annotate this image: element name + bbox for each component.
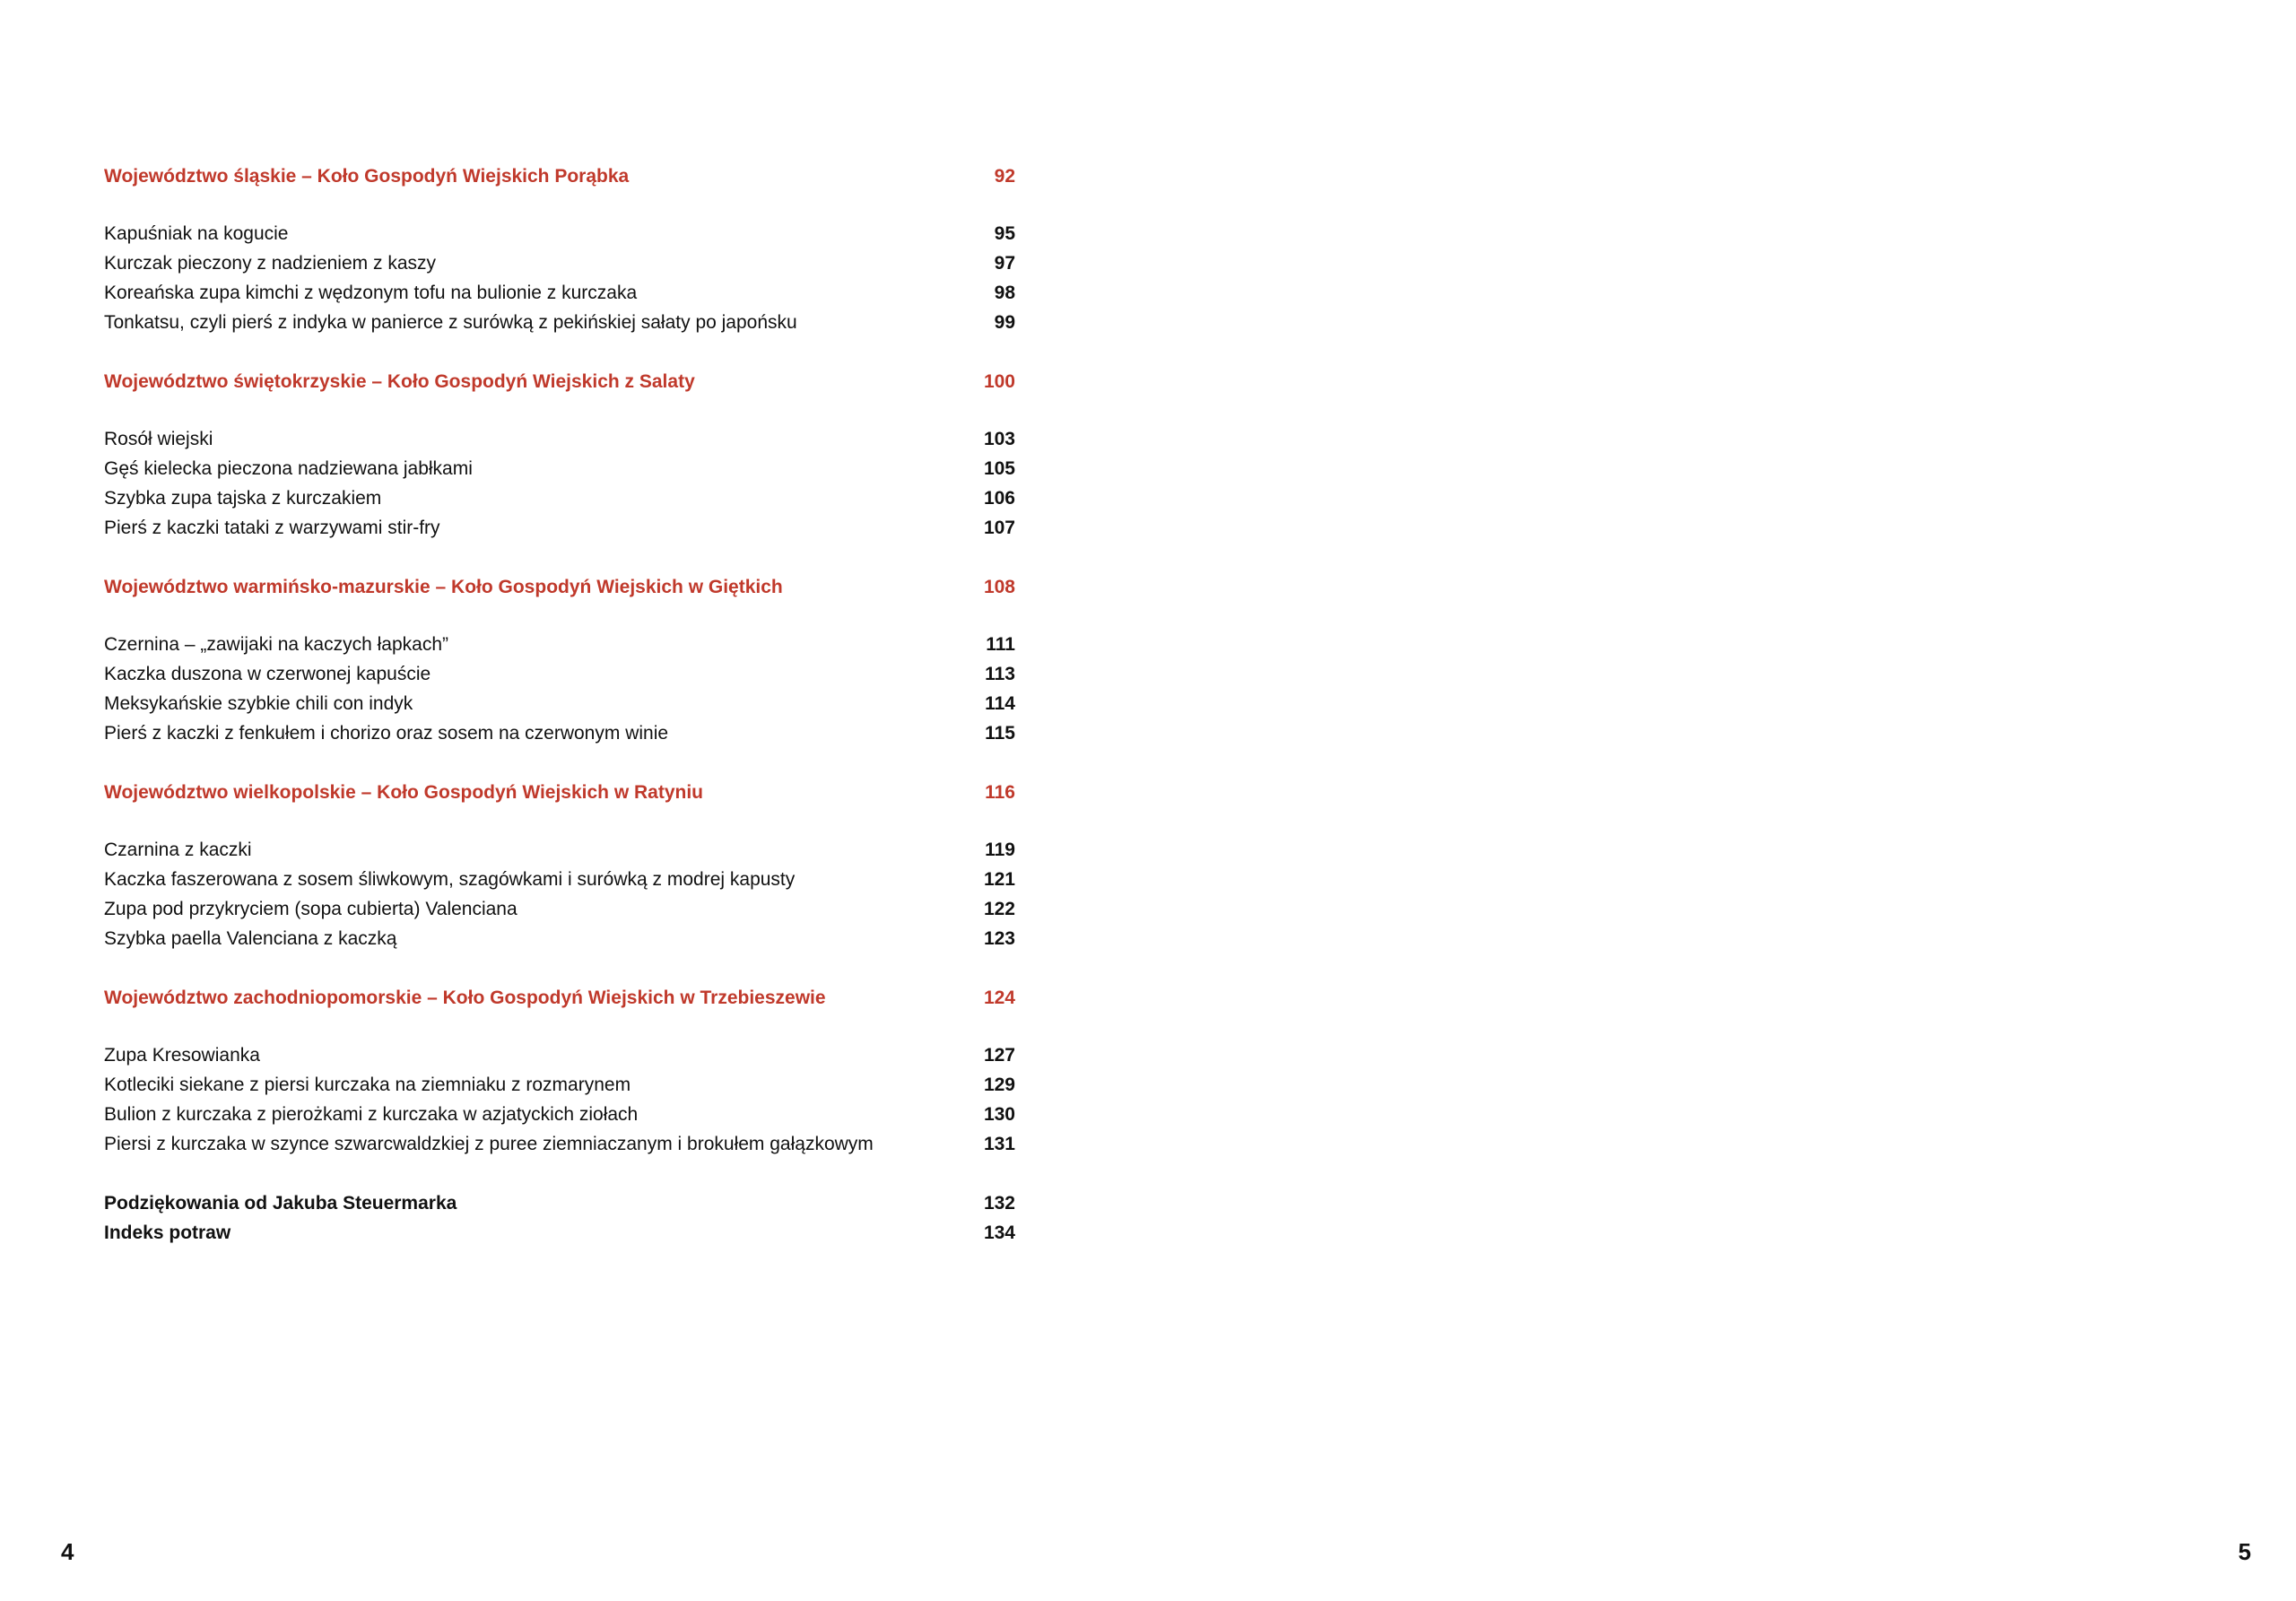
toc-entry-page: 131 [983, 1134, 1015, 1154]
toc-closing-entry[interactable] [104, 1188, 1015, 1218]
toc-entry[interactable] [104, 1100, 1015, 1129]
toc-entry-page: 113 [985, 664, 1015, 684]
toc-closing-title: Indeks potraw [104, 1223, 231, 1243]
toc-entry-title: Koreańska zupa kimchi z wędzonym tofu na bulionie z kurczaka [104, 283, 638, 303]
toc-entry-page: 122 [983, 899, 1015, 919]
toc-heading-title: Województwo świętokrzyskie – Koło Gospodyń Wiejskich z Salaty [104, 371, 695, 392]
toc-entry-page: 106 [983, 488, 1015, 509]
toc-entry[interactable] [104, 865, 1015, 894]
toc-entry-title: Zupa pod przykryciem (sopa cubierta) Valenciana [104, 899, 517, 919]
toc-entry-page: 115 [985, 723, 1015, 744]
toc-entry-title: Zupa Kresowianka [104, 1045, 260, 1066]
toc-entry[interactable] [104, 835, 1015, 865]
page-number-right: 5 [2238, 1538, 2251, 1565]
toc-entry-page: 99 [994, 312, 1015, 333]
toc-entry-page: 114 [985, 693, 1015, 714]
toc-heading-title: Województwo śląskie – Koło Gospodyń Wiejskich Porąbka [104, 166, 630, 187]
toc-entry-page: 97 [994, 253, 1015, 274]
toc-entry-page: 119 [985, 840, 1015, 860]
toc-entry-page: 105 [983, 458, 1015, 479]
page-number-left: 4 [61, 1538, 74, 1565]
toc-entry-page: 103 [983, 429, 1015, 449]
toc-entry[interactable] [104, 308, 1015, 337]
toc-entry-title: Kaczka duszona w czerwonej kapuście [104, 664, 431, 684]
toc-entry[interactable] [104, 1040, 1015, 1070]
toc-entry-page: 130 [983, 1104, 1015, 1125]
toc-heading-page: 100 [983, 371, 1015, 392]
toc-entry-title: Czarnina z kaczki [104, 840, 252, 860]
toc-heading-page: 92 [994, 166, 1015, 187]
toc-entry-title: Czernina – „zawijaki na kaczych łapkach” [104, 634, 448, 655]
toc-entry[interactable] [104, 248, 1015, 278]
toc-entry-title: Kotleciki siekane z piersi kurczaka na ziemniaku z rozmarynem [104, 1075, 631, 1095]
toc-closing-entry[interactable] [104, 1218, 1015, 1248]
toc-entry[interactable] [104, 1129, 1015, 1159]
toc-heading-page: 124 [983, 988, 1015, 1008]
toc-entry-title: Kapuśniak na kogucie [104, 223, 289, 244]
toc-entry-title: Meksykańskie szybkie chili con indyk [104, 693, 413, 714]
toc-entry[interactable] [104, 894, 1015, 924]
toc-heading-title: Województwo warmińsko-mazurskie – Koło Gospodyń Wiejskich w Giętkich [104, 577, 783, 597]
table-of-contents [104, 161, 1015, 1248]
toc-section-heading[interactable] [104, 367, 1015, 396]
toc-closing-title: Podziękowania od Jakuba Steuermarka [104, 1193, 457, 1214]
toc-entry[interactable] [104, 483, 1015, 513]
toc-entry-title: Piersi z kurczaka w szynce szwarcwaldzkiej z puree ziemniaczanym i brokułem gałązkowym [104, 1134, 874, 1154]
toc-entry[interactable] [104, 659, 1015, 689]
toc-closing-page: 134 [983, 1223, 1015, 1243]
toc-entry[interactable] [104, 454, 1015, 483]
toc-entry[interactable] [104, 1070, 1015, 1100]
toc-heading-title: Województwo zachodniopomorskie – Koło Gospodyń Wiejskich w Trzebieszewie [104, 988, 826, 1008]
toc-entry[interactable] [104, 689, 1015, 718]
toc-entry[interactable] [104, 513, 1015, 543]
toc-entry-page: 123 [983, 928, 1015, 949]
toc-entry-page: 127 [983, 1045, 1015, 1066]
toc-entry-title: Gęś kielecka pieczona nadziewana jabłkami [104, 458, 473, 479]
toc-entry-title: Bulion z kurczaka z pierożkami z kurczaka w azjatyckich ziołach [104, 1104, 639, 1125]
toc-heading-title: Województwo wielkopolskie – Koło Gospodyń Wiejskich w Ratyniu [104, 782, 704, 803]
toc-entry-page: 98 [994, 283, 1015, 303]
toc-entry[interactable] [104, 630, 1015, 659]
toc-entry-page: 95 [994, 223, 1015, 244]
toc-heading-page: 116 [985, 782, 1015, 803]
toc-entry-title: Szybka paella Valenciana z kaczką [104, 928, 397, 949]
toc-section-heading[interactable] [104, 778, 1015, 807]
toc-heading-page: 108 [983, 577, 1015, 597]
toc-entry-page: 129 [983, 1075, 1015, 1095]
toc-entry-title: Rosół wiejski [104, 429, 213, 449]
toc-entry-page: 121 [983, 869, 1015, 890]
toc-entry[interactable] [104, 278, 1015, 308]
toc-closing-page: 132 [983, 1193, 1015, 1214]
toc-entry-page: 111 [986, 634, 1015, 655]
toc-entry-page: 107 [983, 518, 1015, 538]
toc-entry-title: Pierś z kaczki tataki z warzywami stir-fry [104, 518, 440, 538]
toc-entry[interactable] [104, 424, 1015, 454]
toc-entry-title: Tonkatsu, czyli pierś z indyka w panierce z surówką z pekińskiej sałaty po japońsku [104, 312, 797, 333]
toc-section-heading[interactable] [104, 161, 1015, 191]
toc-section-heading[interactable] [104, 983, 1015, 1013]
toc-entry-title: Pierś z kaczki z fenkułem i chorizo oraz sosem na czerwonym winie [104, 723, 669, 744]
toc-section-heading[interactable] [104, 572, 1015, 602]
toc-entry[interactable] [104, 924, 1015, 953]
toc-entry-title: Kurczak pieczony z nadzieniem z kaszy [104, 253, 436, 274]
toc-entry-title: Szybka zupa tajska z kurczakiem [104, 488, 382, 509]
toc-entry-title: Kaczka faszerowana z sosem śliwkowym, szagówkami i surówką z modrej kapusty [104, 869, 796, 890]
toc-entry[interactable] [104, 219, 1015, 248]
toc-entry[interactable] [104, 718, 1015, 748]
